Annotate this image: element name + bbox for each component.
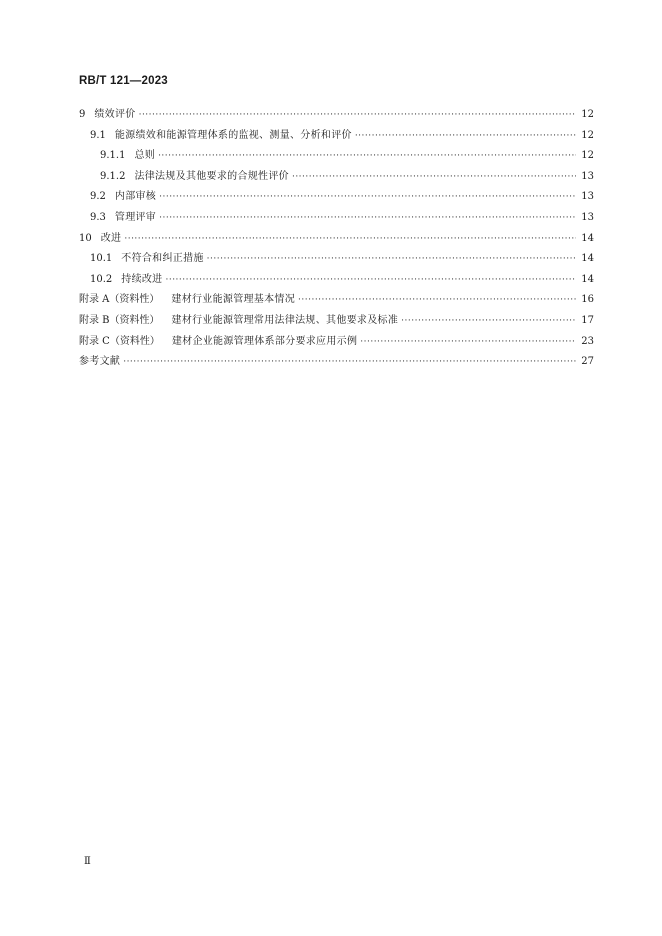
toc-entry-page: 23 (581, 335, 594, 347)
toc-entry-title: 建材企业能源管理体系部分要求应用示例 (171, 335, 358, 347)
toc-entry-number: 附录 C（资料性） (79, 335, 160, 347)
page-number: Ⅱ (84, 856, 91, 867)
toc-entry[interactable] (79, 208, 594, 229)
toc-entry-page: 27 (581, 356, 594, 368)
toc-entry[interactable] (79, 270, 594, 291)
toc-entry-title: 法律法规及其他要求的合规性评价 (134, 170, 289, 182)
toc-entry-number: 10 (79, 232, 92, 244)
toc-entry-title: 能源绩效和能源管理体系的监视、测量、分析和评价 (114, 129, 352, 141)
toc-entry-title: 内部审核 (114, 191, 157, 203)
toc-entry[interactable] (79, 105, 594, 126)
toc-entry-number: 9.1 (90, 129, 106, 141)
toc-dot-leader (298, 295, 576, 305)
toc-dot-leader (292, 172, 576, 182)
toc-entry-number: 10.1 (90, 253, 113, 265)
toc-entry[interactable] (79, 126, 594, 147)
toc-dot-leader (159, 192, 576, 202)
toc-entry-number: 附录 B（资料性） (79, 314, 160, 326)
toc-entry-title: 建材行业能源管理基本情况 (171, 294, 296, 306)
toc-dot-leader (165, 275, 576, 285)
toc-entry-title: 持续改进 (121, 273, 163, 285)
toc-dot-leader (139, 110, 576, 120)
toc-entry-title: 建材行业能源管理常用法律法规、其他要求及标准 (171, 314, 399, 326)
toc-dot-leader (355, 131, 576, 141)
toc-dot-leader (158, 151, 576, 161)
toc-entry[interactable] (79, 167, 594, 188)
toc-entry-page: 16 (581, 294, 594, 306)
toc-entry-number: 9.3 (90, 211, 106, 223)
toc-entry[interactable] (79, 187, 594, 208)
toc-entry-page: 12 (581, 150, 594, 162)
toc-dot-leader (360, 337, 576, 347)
toc-entry-appendix[interactable] (79, 290, 594, 311)
toc-entry-appendix[interactable] (79, 311, 594, 332)
toc-entry-number: 9.1.2 (100, 170, 126, 182)
toc-entry[interactable] (79, 146, 594, 167)
document-code: RB/T 121—2023 (79, 75, 168, 87)
toc-entry-number: 9 (79, 109, 86, 120)
toc-entry[interactable] (79, 249, 594, 270)
toc-dot-leader (159, 213, 576, 223)
toc-entry-title: 不符合和纠正措施 (121, 253, 204, 265)
toc-dot-leader (207, 254, 576, 264)
toc-entry-page: 12 (581, 129, 594, 141)
toc-entry-number: 附录 A（资料性） (79, 294, 160, 306)
toc-entry-title: 参考文献 (79, 356, 121, 368)
toc-entry-page: 13 (581, 191, 594, 203)
toc-dot-leader (123, 357, 576, 367)
table-of-contents (79, 105, 594, 373)
toc-entry-title: 改进 (100, 232, 122, 244)
toc-entry-page: 14 (581, 232, 594, 244)
toc-entry-page: 14 (581, 273, 594, 285)
toc-entry-page: 13 (581, 211, 594, 223)
toc-entry-title: 总则 (134, 150, 156, 162)
toc-dot-leader (124, 234, 576, 244)
toc-entry-page: 13 (581, 170, 594, 182)
toc-entry-references[interactable] (79, 352, 594, 373)
toc-entry-number: 9.2 (90, 191, 106, 203)
toc-entry-page: 12 (581, 109, 594, 120)
toc-entry-title: 绩效评价 (94, 109, 136, 120)
toc-entry-number: 9.1.1 (100, 150, 126, 162)
toc-entry-title: 管理评审 (114, 211, 157, 223)
toc-entry-page: 17 (581, 314, 594, 326)
toc-entry-number: 10.2 (90, 273, 113, 285)
toc-dot-leader (401, 316, 576, 326)
toc-entry-appendix[interactable] (79, 332, 594, 353)
toc-entry[interactable] (79, 229, 594, 250)
toc-entry-page: 14 (581, 253, 594, 265)
